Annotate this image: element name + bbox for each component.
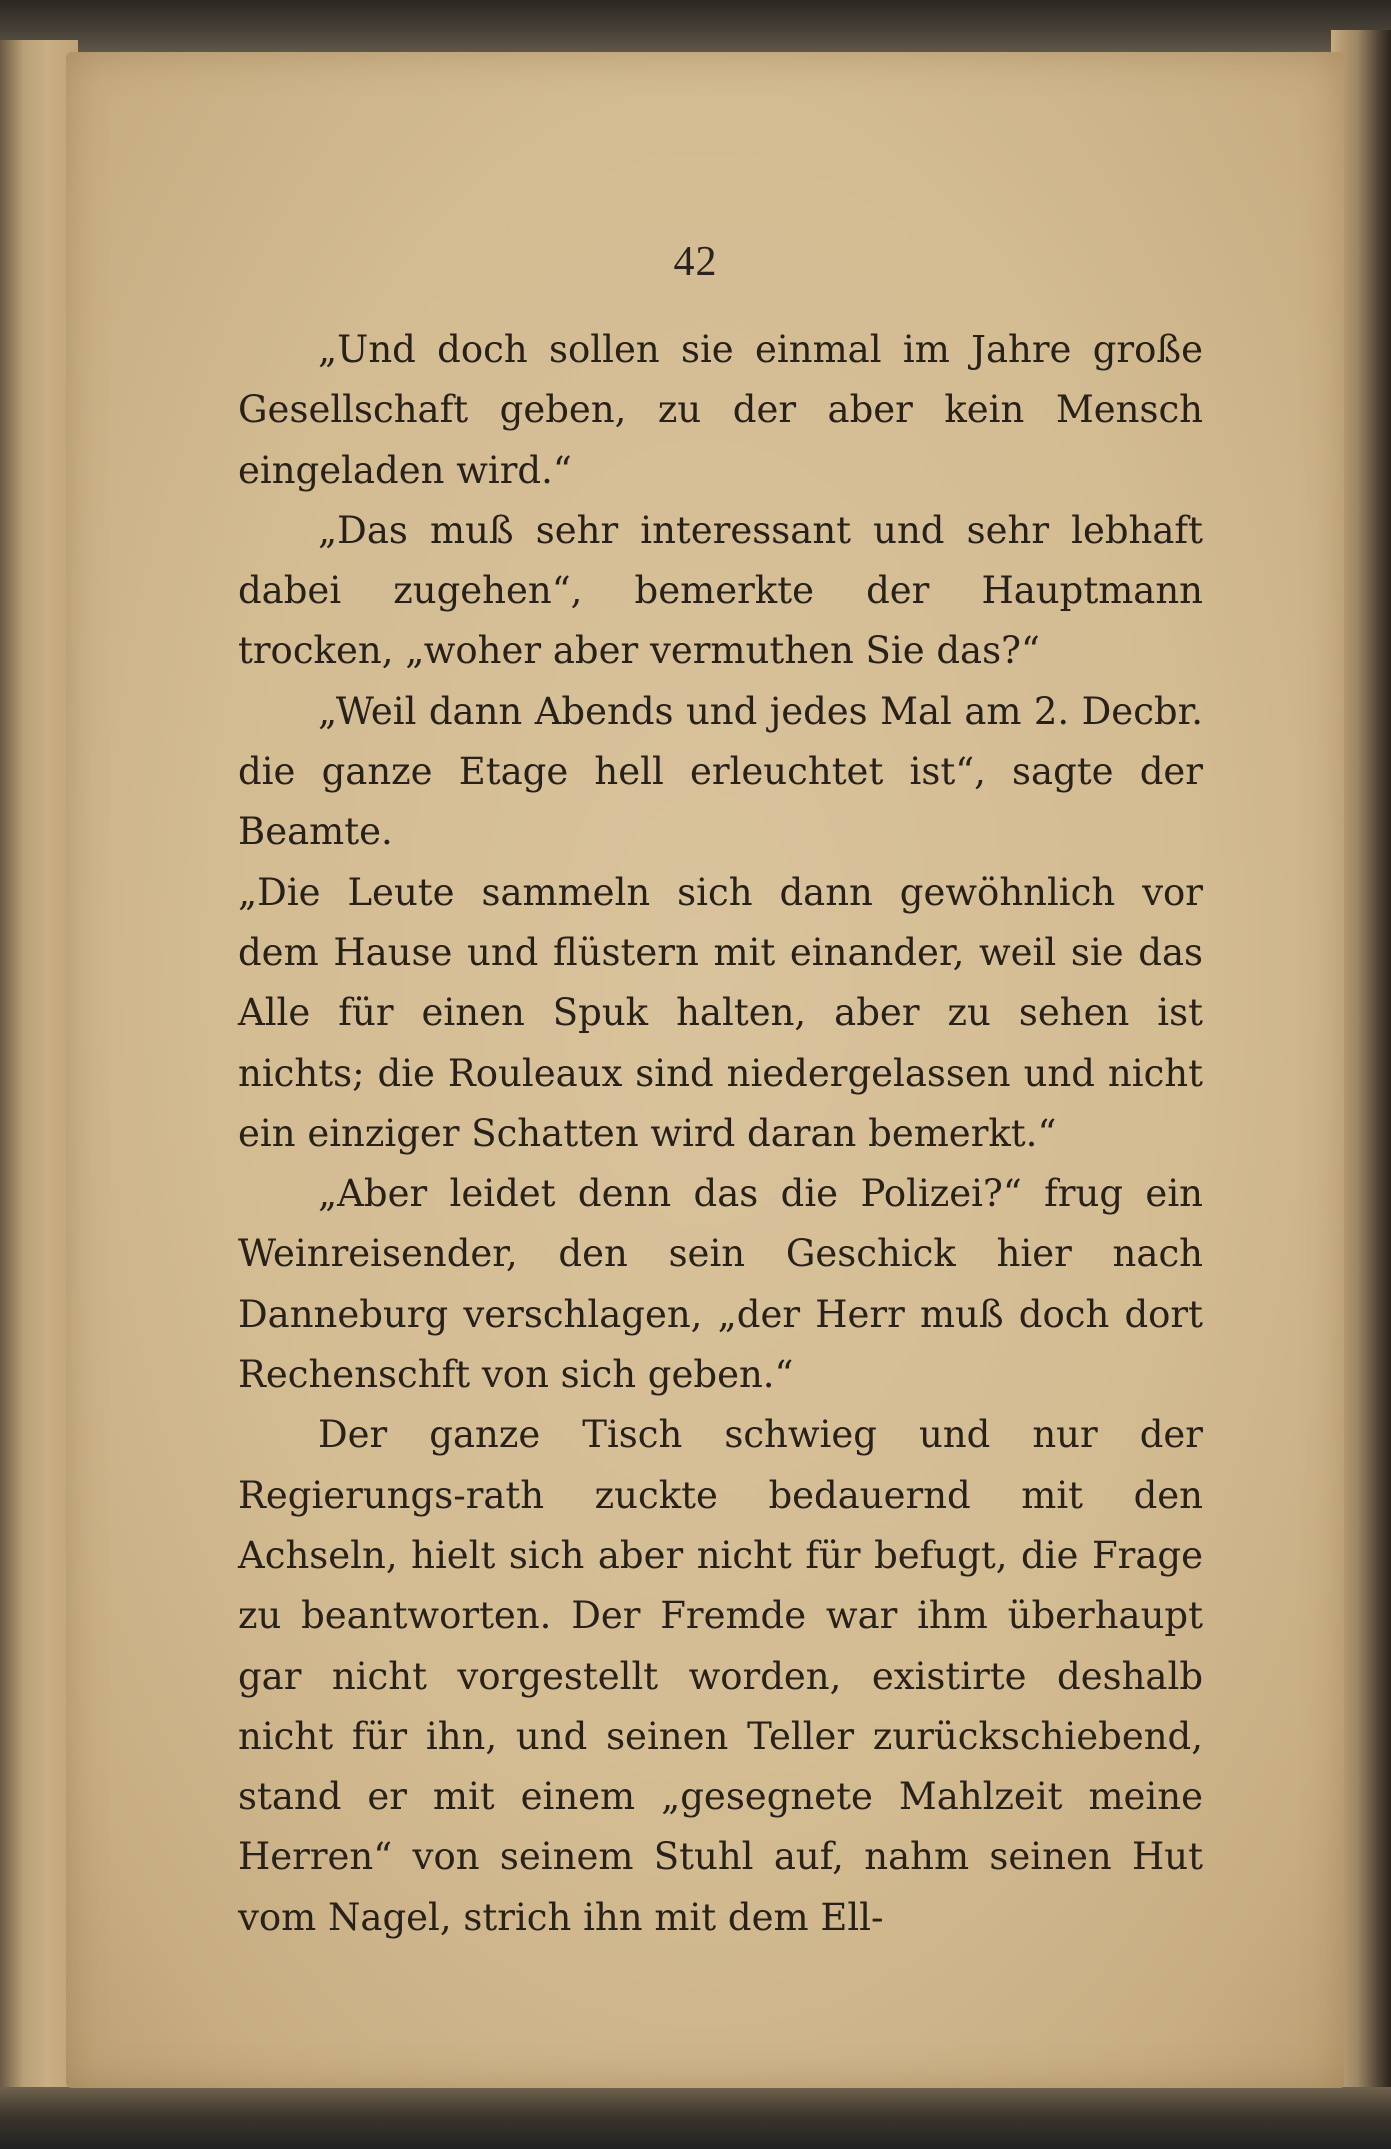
paragraph-1: „Und doch sollen sie einmal im Jahre große Gesellschaft geben, zu der aber kein Mensch eingeladen wird.“ [238, 328, 1203, 492]
paragraph-6: Der ganze Tisch schwieg und nur der Regierungs-rath zuckte bedauernd mit den Achseln, hielt sich aber nicht für befugt, die Frage zu beantworten. Der Fremde war ihm überhaupt gar nicht vorgestellt worden, existirte deshalb nicht für ihn, und seinen Teller zurückschiebend, stand er mit einem „gesegnete Mahlzeit meine Herren“ von seinem Stuhl auf, nahm seinen Hut vom Nagel, strich ihn mit dem Ell- [238, 1413, 1203, 1939]
paragraph-4: „Die Leute sammeln sich dann gewöhnlich vor dem Hause und flüstern mit einander, weil sie das Alle für einen Spuk halten, aber zu sehen ist nichts; die Rouleaux sind niedergelassen und nicht ein einziger Schatten wird daran bemerkt.“ [238, 870, 1203, 1155]
page-number: 42 [673, 239, 718, 285]
book-edge-bottom [0, 2087, 1391, 2149]
paragraph-3: „Weil dann Abends und jedes Mal am 2. Decbr. die ganze Etage hell erleuchtet ist“, sagte der Beamte. [238, 689, 1203, 854]
paragraph-2: „Das muß sehr interessant und sehr lebhaft dabei zugehen“, bemerkte der Hauptmann trocken, „woher aber vermuthen Sie das?“ [238, 508, 1203, 673]
paragraph-5: „Aber leidet denn das die Polizei?“ frug ein Weinreisender, den sein Geschick hier nach Danneburg verschlagen, „der Herr muß doch dort Rechenschft von sich geben.“ [238, 1172, 1203, 1397]
body-text [238, 320, 1203, 1948]
